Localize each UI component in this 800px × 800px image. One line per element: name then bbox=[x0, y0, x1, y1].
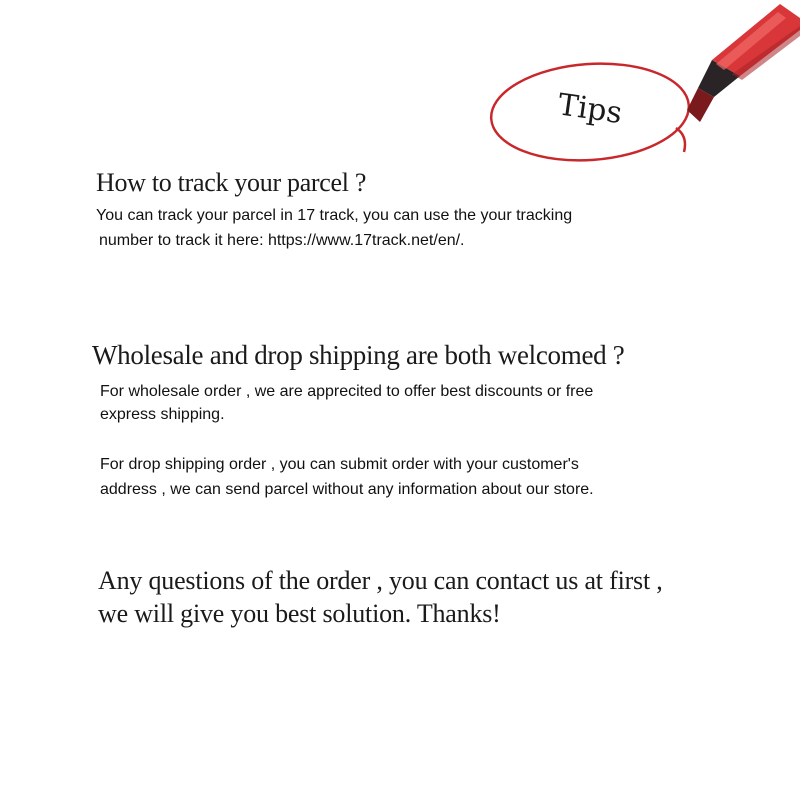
drop-shipping-text-line: For drop shipping order , you can submit order with your customer's bbox=[100, 456, 579, 473]
tips-badge bbox=[480, 0, 800, 170]
track-parcel-text-line: number to track it here: https://www.17track.net/en/. bbox=[99, 232, 465, 249]
drop-shipping-text-line: address , we can send parcel without any information about our store. bbox=[100, 481, 594, 498]
track-parcel-heading: How to track your parcel ? bbox=[96, 168, 367, 197]
red-marker-icon bbox=[687, 4, 800, 122]
closing-message bbox=[98, 564, 663, 630]
tips-label: Tips bbox=[555, 87, 625, 132]
wholesale-text-line: express shipping. bbox=[100, 406, 225, 423]
wholesale-heading: Wholesale and drop shipping are both welcomed ? bbox=[92, 340, 625, 370]
closing-line: we will give you best solution. Thanks! bbox=[98, 599, 501, 628]
wholesale-text-line: For wholesale order , we are apprecited to offer best discounts or free bbox=[100, 383, 594, 400]
closing-line: Any questions of the order , you can contact us at first , bbox=[98, 566, 663, 595]
track-parcel-text-line: You can track your parcel in 17 track, you can use the your tracking bbox=[96, 207, 573, 224]
ellipse-stroke-tail bbox=[676, 128, 685, 152]
